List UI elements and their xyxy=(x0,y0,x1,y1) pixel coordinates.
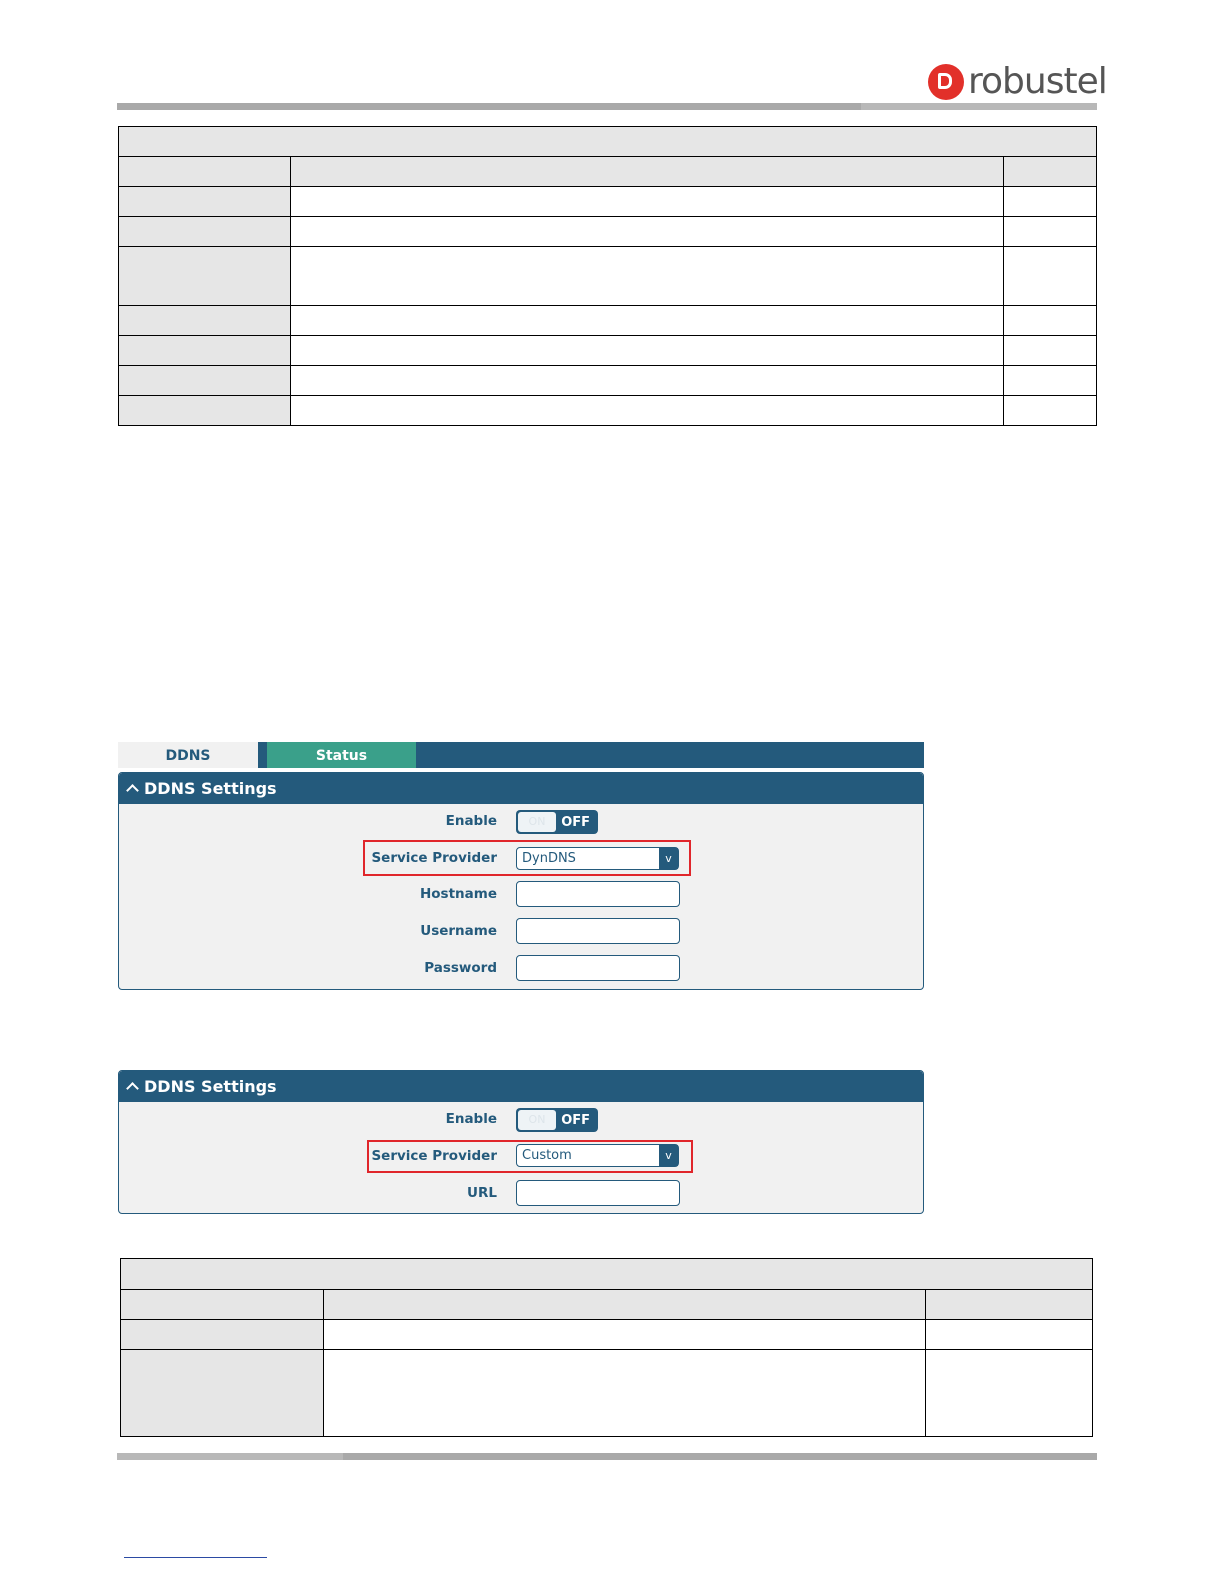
enable-toggle[interactable] xyxy=(516,810,598,834)
collapse-caret-icon[interactable] xyxy=(126,1082,139,1095)
url-label: URL xyxy=(467,1185,497,1201)
table-header-cell xyxy=(324,1290,926,1320)
hostname-label: Hostname xyxy=(419,886,497,902)
parameter-table-bottom xyxy=(120,1258,1093,1437)
password-input[interactable] xyxy=(516,955,680,981)
tab-ddns[interactable]: DDNS xyxy=(118,742,258,768)
panel-title: DDNS Settings xyxy=(144,779,277,798)
table-description-cell xyxy=(291,306,1004,336)
table-header-cell xyxy=(926,1290,1093,1320)
toggle-off-text: OFF xyxy=(561,1113,590,1128)
table-default-cell xyxy=(1004,187,1097,217)
table-default-cell xyxy=(926,1320,1093,1350)
header-rule xyxy=(117,103,1097,110)
table-default-cell xyxy=(1004,306,1097,336)
table-description-cell xyxy=(291,396,1004,426)
table-default-cell xyxy=(1004,217,1097,247)
table-header-cell xyxy=(291,157,1004,187)
panel-header[interactable] xyxy=(119,773,923,804)
panel-title: DDNS Settings xyxy=(144,1077,277,1096)
table-header-cell xyxy=(121,1290,324,1320)
table-item-cell xyxy=(119,217,291,247)
table-header-cell xyxy=(1004,157,1097,187)
hostname-input[interactable] xyxy=(516,881,680,907)
table-description-cell xyxy=(291,187,1004,217)
table-default-cell xyxy=(1004,247,1097,306)
table-default-cell xyxy=(1004,336,1097,366)
panel-header[interactable] xyxy=(119,1071,923,1102)
robustel-logo xyxy=(928,60,1107,104)
parameter-table-top xyxy=(118,126,1097,426)
table-item-cell xyxy=(119,366,291,396)
table-item-cell xyxy=(119,247,291,306)
footer-link-underline xyxy=(124,1557,267,1558)
table-default-cell xyxy=(1004,396,1097,426)
service-provider-value: Custom xyxy=(522,1148,572,1163)
enable-label: Enable xyxy=(445,1111,497,1127)
table-item-cell xyxy=(119,396,291,426)
username-input[interactable] xyxy=(516,918,680,944)
url-input[interactable] xyxy=(516,1180,680,1206)
table-header-cell xyxy=(119,157,291,187)
service-provider-label: Service Provider xyxy=(371,850,497,866)
ddns-settings-panel-dyndns xyxy=(118,772,924,990)
tab-bar xyxy=(118,742,924,768)
ddns-settings-panel-custom xyxy=(118,1070,924,1214)
toggle-on-text: ON xyxy=(518,812,556,832)
service-provider-select[interactable] xyxy=(516,1144,679,1167)
table-item-cell xyxy=(121,1350,324,1437)
service-provider-select[interactable] xyxy=(516,847,679,870)
toggle-off-text: OFF xyxy=(561,815,590,830)
table-item-cell xyxy=(119,306,291,336)
robustel-logo-icon xyxy=(928,64,964,100)
table-title-row xyxy=(121,1259,1093,1290)
table-description-cell xyxy=(291,217,1004,247)
table-title-row xyxy=(119,127,1097,157)
tab-status[interactable]: Status xyxy=(267,742,416,768)
toggle-on-text: ON xyxy=(518,1110,556,1130)
logo-text: robustel xyxy=(968,61,1107,102)
service-provider-value: DynDNS xyxy=(522,851,576,866)
password-label: Password xyxy=(424,960,497,976)
collapse-caret-icon[interactable] xyxy=(126,784,139,797)
tab-divider xyxy=(258,742,266,768)
table-description-cell xyxy=(324,1350,926,1437)
table-description-cell xyxy=(291,336,1004,366)
table-description-cell xyxy=(291,366,1004,396)
table-item-cell xyxy=(121,1320,324,1350)
service-provider-label: Service Provider xyxy=(371,1148,497,1164)
table-default-cell xyxy=(1004,366,1097,396)
table-description-cell xyxy=(291,247,1004,306)
table-item-cell xyxy=(119,187,291,217)
enable-label: Enable xyxy=(445,813,497,829)
username-label: Username xyxy=(420,923,497,939)
chevron-down-icon[interactable]: v xyxy=(659,848,678,869)
chevron-down-icon[interactable]: v xyxy=(659,1145,678,1166)
table-default-cell xyxy=(926,1350,1093,1437)
enable-toggle[interactable] xyxy=(516,1108,598,1132)
table-item-cell xyxy=(119,336,291,366)
footer-rule xyxy=(117,1453,1097,1460)
table-description-cell xyxy=(324,1320,926,1350)
